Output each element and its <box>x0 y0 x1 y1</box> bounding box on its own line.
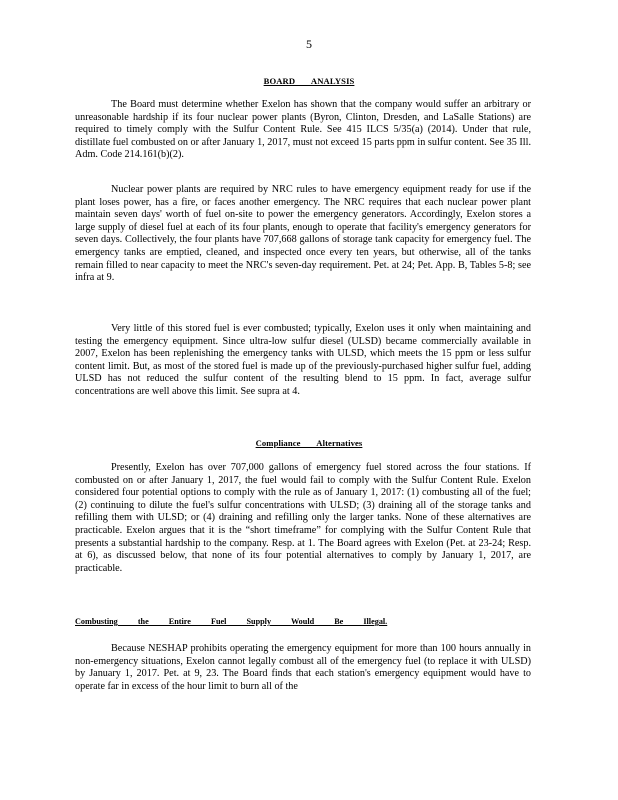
paragraph-1 <box>75 99 531 162</box>
section-heading-board-analysis <box>0 75 618 88</box>
subheading-combusting: Combusting the Entire Fuel Supply Would Be Illegal. <box>75 617 388 626</box>
section-heading-compliance <box>0 437 618 450</box>
section-heading-text: Compliance Alternatives <box>255 438 363 448</box>
paragraph-text: Presently, Exelon has over 707,000 gallons of emergency fuel stored across the four stations. If combusted on or after January 1, 2017, the fuel would fail to comply with the Sulfur Content Rule. Exelon considered four potential options to comply with the rule as of January 1, 2017: (1) combusting all of the fuel; (2) continuing to dilute the fuel's sulfur concentrations with ULSD; (3) draining all of the storage tanks and refilling them with ULSD; or (4) draining and refilling only the larger tanks. None of these alternatives are practicable. Exelon argues that it is the “short timeframe” for complying with the Sulfur Content Rule that presents a substantial hardship to the company. Resp. at 1. The Board agrees with Exelon (Pet. at 23-24; Resp. at 6), as discussed below, that none of its four potential alternatives to comply by January 1, 2017, are practicable. <box>75 462 531 574</box>
paragraph-text: Because NESHAP prohibits operating the emergency equipment for more than 100 hours annually in non-emergency situations, Exelon cannot legally combust all of the emergency fuel (to replace it with ULSD) by January 1, 2017. Pet. at 9, 23. The Board finds that each station's emergency equipment would have to operate far in excess of the hour limit to burn all of the <box>75 643 531 692</box>
paragraph-text: Very little of this stored fuel is ever combusted; typically, Exelon uses it only when maintaining and testing the emergency equipment. Since ultra-low sulfur diesel (ULSD) became commercially available in 2007, Exelon has been replenishing the emergency tanks with ULSD, which meets the 15 ppm or less sulfur content limit. But, as most of the stored fuel is made up of the previously-purchased higher sulfur fuel, adding ULSD has not reduced the sulfur content of the resulting blend to 15 ppm. In fact, average sulfur concentrations are well above this limit. See supra at 4. <box>75 323 531 397</box>
paragraph-3 <box>75 323 531 399</box>
paragraph-text: Nuclear power plants are required by NRC rules to have emergency equipment ready for use if the plant loses power, has a fire, or faces another emergency. The NRC requires that each nuclear power plant maintain seven days' worth of fuel on-site to power the emergency generators. Accordingly, Exelon stores a large supply of diesel fuel at each of its four plants, enough to operate that facility's emergency generators for seven days. Collectively, the four plants have 707,668 gallons of storage tank capacity for emergency fuel. The emergency tanks are emptied, cleaned, and inspected once every ten years, but otherwise, all of the tanks remain filled to near capacity to meet the NRC's seven-day requirement. Pet. at 24; Pet. App. B, Tables 5-8; see infra at 9. <box>75 184 531 284</box>
paragraph-2 <box>75 184 531 285</box>
paragraph-4 <box>75 462 531 575</box>
paragraph-text: The Board must determine whether Exelon has shown that the company would suffer an arbitrary or unreasonable hardship if its four nuclear power plants (Byron, Clinton, Dresden, and LaSalle Stations) are required to timely comply with the Sulfur Content Rule. See 415 ILCS 5/35(a) (2014). Under that rule, distillate fuel combusted on or after January 1, 2017, must not exceed 15 parts ppm in sulfur content. See 35 Ill. Adm. Code 214.161(b)(2). <box>75 99 531 161</box>
page-number: 5 <box>306 37 312 51</box>
section-heading-text: BOARD ANALYSIS <box>263 76 355 86</box>
paragraph-5 <box>75 643 531 693</box>
